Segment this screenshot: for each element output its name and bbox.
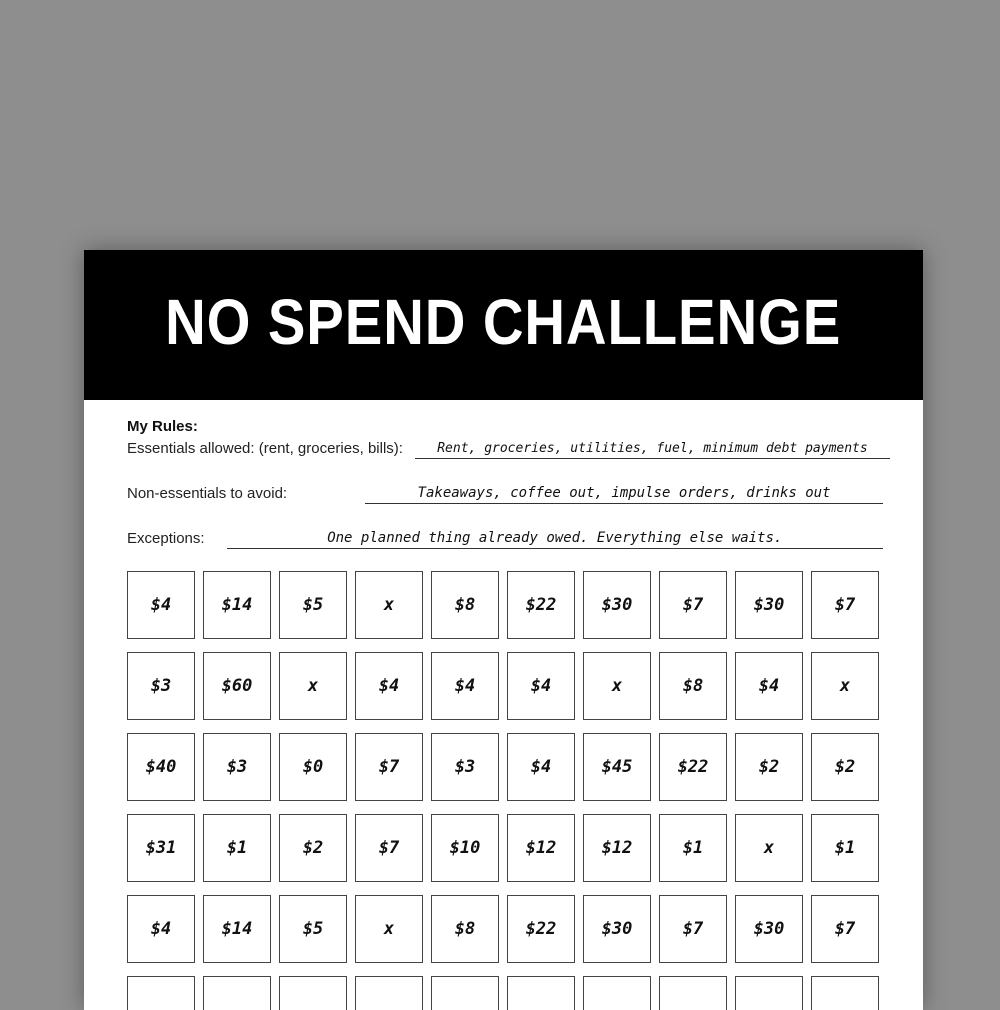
- tracker-cell[interactable]: [811, 976, 879, 1010]
- tracker-cell[interactable]: $40: [127, 733, 195, 801]
- challenge-sheet: [84, 250, 923, 1010]
- tracker-cell[interactable]: $2: [811, 733, 879, 801]
- tracker-cell[interactable]: $22: [507, 571, 575, 639]
- tracker-cell[interactable]: $7: [355, 733, 423, 801]
- tracker-cell[interactable]: $7: [811, 571, 879, 639]
- nonessentials-field[interactable]: Takeaways, coffee out, impulse orders, drinks out: [365, 485, 883, 504]
- tracker-cell[interactable]: [355, 976, 423, 1010]
- tracker-cell[interactable]: $4: [127, 571, 195, 639]
- tracker-cell[interactable]: $4: [355, 652, 423, 720]
- tracker-cell[interactable]: $5: [279, 571, 347, 639]
- tracker-cell[interactable]: $4: [735, 652, 803, 720]
- tracker-cell[interactable]: x: [811, 652, 879, 720]
- page-title: NO SPEND CHALLENGE: [165, 286, 842, 358]
- tracker-cell[interactable]: $3: [431, 733, 499, 801]
- tracker-cell[interactable]: $31: [127, 814, 195, 882]
- tracker-cell[interactable]: $22: [659, 733, 727, 801]
- tracker-cell[interactable]: $4: [507, 733, 575, 801]
- tracker-cell[interactable]: [431, 976, 499, 1010]
- essentials-row: [127, 440, 883, 459]
- tracker-cell[interactable]: [127, 976, 195, 1010]
- tracker-cell[interactable]: $4: [507, 652, 575, 720]
- nonessentials-row: [127, 485, 883, 504]
- tracker-cell[interactable]: $4: [127, 895, 195, 963]
- tracker-cell[interactable]: $12: [583, 814, 651, 882]
- exceptions-field[interactable]: One planned thing already owed. Everything else waits.: [227, 530, 883, 549]
- tracker-cell[interactable]: [507, 976, 575, 1010]
- tracker-cell[interactable]: $30: [583, 571, 651, 639]
- tracker-cell[interactable]: $2: [735, 733, 803, 801]
- tracker-cell[interactable]: $3: [203, 733, 271, 801]
- nonessentials-label: Non-essentials to avoid:: [127, 485, 288, 502]
- tracker-cell[interactable]: x: [583, 652, 651, 720]
- exceptions-row: [127, 530, 883, 549]
- tracker-cell[interactable]: $10: [431, 814, 499, 882]
- tracker-cell[interactable]: x: [355, 571, 423, 639]
- tracker-cell[interactable]: $60: [203, 652, 271, 720]
- tracker-cell[interactable]: [203, 976, 271, 1010]
- tracker-cell[interactable]: $1: [659, 814, 727, 882]
- tracker-cell[interactable]: $4: [431, 652, 499, 720]
- tracker-cell[interactable]: $2: [279, 814, 347, 882]
- title-banner: [84, 250, 923, 400]
- tracker-cell[interactable]: $3: [127, 652, 195, 720]
- tracker-cell[interactable]: $14: [203, 895, 271, 963]
- tracker-cell[interactable]: $7: [355, 814, 423, 882]
- tracker-cell[interactable]: $30: [583, 895, 651, 963]
- tracker-cell[interactable]: $0: [279, 733, 347, 801]
- tracker-cell[interactable]: $22: [507, 895, 575, 963]
- tracker-cell[interactable]: $30: [735, 571, 803, 639]
- tracker-cell[interactable]: $7: [811, 895, 879, 963]
- tracker-cell[interactable]: $12: [507, 814, 575, 882]
- tracker-cell[interactable]: [659, 976, 727, 1010]
- tracker-cell[interactable]: x: [279, 652, 347, 720]
- tracker-cell[interactable]: $5: [279, 895, 347, 963]
- rules-heading: My Rules:: [127, 418, 198, 435]
- tracker-cell[interactable]: $8: [431, 895, 499, 963]
- tracker-cell[interactable]: $1: [811, 814, 879, 882]
- essentials-field[interactable]: Rent, groceries, utilities, fuel, minimum debt payments: [415, 441, 890, 459]
- tracker-cell[interactable]: $1: [203, 814, 271, 882]
- tracker-cell[interactable]: $8: [431, 571, 499, 639]
- tracker-cell[interactable]: $30: [735, 895, 803, 963]
- tracker-cell[interactable]: $7: [659, 895, 727, 963]
- exceptions-label: Exceptions:: [127, 530, 205, 547]
- essentials-label: Essentials allowed: (rent, groceries, bills):: [127, 440, 403, 457]
- tracker-cell[interactable]: $14: [203, 571, 271, 639]
- tracker-cell[interactable]: $8: [659, 652, 727, 720]
- tracker-cell[interactable]: $7: [659, 571, 727, 639]
- tracker-cell[interactable]: [279, 976, 347, 1010]
- tracker-cell[interactable]: $45: [583, 733, 651, 801]
- tracker-cell[interactable]: x: [355, 895, 423, 963]
- tracker-cell[interactable]: x: [735, 814, 803, 882]
- tracker-grid: [127, 571, 879, 1010]
- tracker-cell[interactable]: [735, 976, 803, 1010]
- tracker-cell[interactable]: [583, 976, 651, 1010]
